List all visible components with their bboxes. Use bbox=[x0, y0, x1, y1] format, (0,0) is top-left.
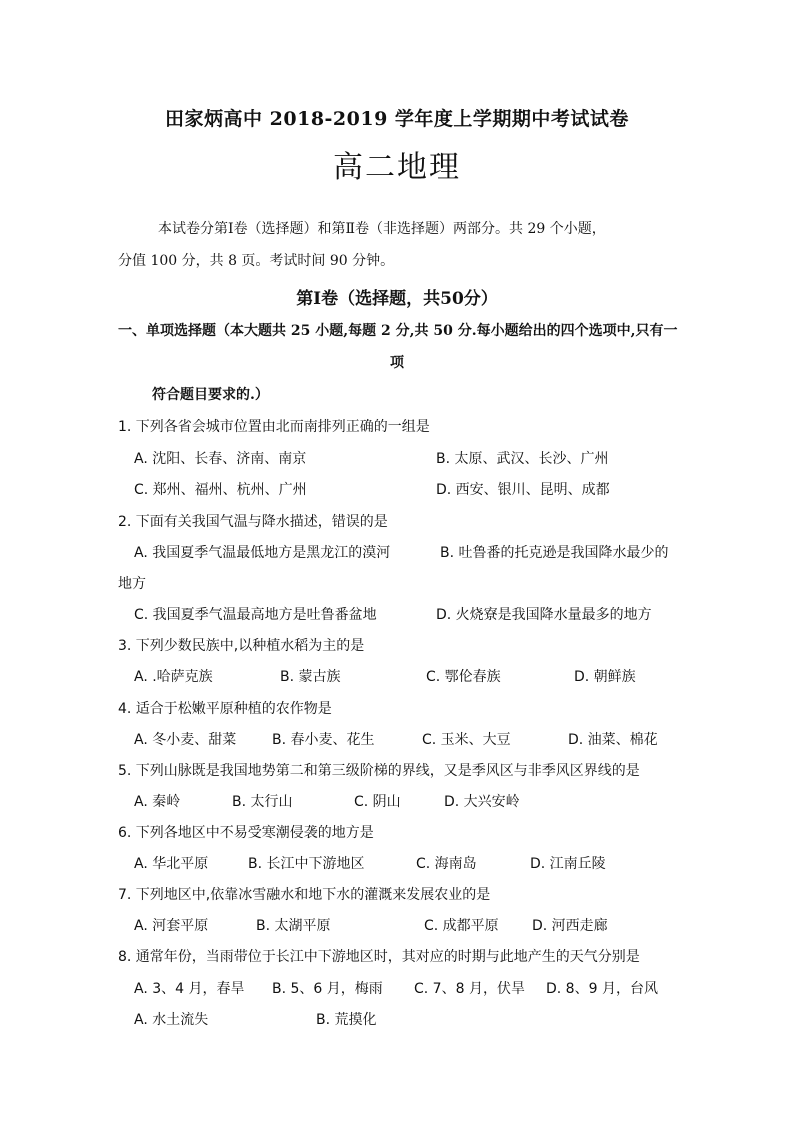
question-7-stem: 7. 下列地区中,依靠冰雪融水和地下水的灌溉来发展农业的是 bbox=[118, 887, 491, 903]
question-1-option-d: D. 西安、银川、昆明、成都 bbox=[436, 482, 610, 498]
question-3-option-c: C. 鄂伦春族 bbox=[426, 669, 501, 685]
question-7-option-c: C. 成都平原 bbox=[424, 918, 499, 934]
question-2-option-d: D. 火烧寮是我国降水量最多的地方 bbox=[436, 607, 652, 623]
question-8-option-c: C. 7、8 月，伏旱 bbox=[414, 981, 525, 997]
intro-line-2: 分值 100 分，共 8 页。考试时间 90 分钟。 bbox=[118, 253, 395, 269]
part-instructions-line-1: 一、单项选择题（本大题共 25 小题,每题 2 分,共 50 分.每小题给出的四个选项中,只有一 bbox=[118, 323, 678, 339]
question-8-option-a: A. 3、4 月，春旱 bbox=[134, 981, 245, 997]
question-2-stem: 2. 下面有关我国气温与降水描述，错误的是 bbox=[118, 514, 388, 530]
question-5-stem: 5. 下列山脉既是我国地势第二和第三级阶梯的界线，又是季风区与非季风区界线的是 bbox=[118, 763, 640, 779]
question-5-option-b: B. 太行山 bbox=[232, 794, 293, 810]
question-7-option-b: B. 太湖平原 bbox=[256, 918, 331, 934]
answer-option-a: A. 水土流失 bbox=[134, 1012, 209, 1028]
part-instructions-line-3: 符合题目要求的.） bbox=[152, 387, 269, 403]
question-8-option-d: D. 8、9 月，台风 bbox=[546, 981, 658, 997]
part-instructions-line-2: 项 bbox=[390, 355, 404, 371]
exam-title: 田家炳高中 2018-2019 学年度上学期期中考试试卷 bbox=[165, 108, 629, 130]
question-5-option-c: C. 阴山 bbox=[354, 794, 401, 810]
section-title: 第Ⅰ卷（选择题，共50分） bbox=[296, 289, 498, 309]
question-1-option-c: C. 郑州、福州、杭州、广州 bbox=[134, 482, 307, 498]
question-2-option-b-continued: 地方 bbox=[118, 576, 146, 592]
question-5-option-a: A. 秦岭 bbox=[134, 794, 181, 810]
question-1-option-a: A. 沈阳、长春、济南、南京 bbox=[134, 451, 307, 467]
question-3-option-a: A. .哈萨克族 bbox=[134, 669, 213, 685]
question-6-option-a: A. 华北平原 bbox=[134, 856, 209, 872]
question-1-option-b: B. 太原、武汉、长沙、广州 bbox=[436, 451, 609, 467]
question-7-option-a: A. 河套平原 bbox=[134, 918, 209, 934]
subject-title: 高二地理 bbox=[333, 150, 461, 185]
question-7-option-d: D. 河西走廊 bbox=[532, 918, 608, 934]
question-6-option-c: C. 海南岛 bbox=[416, 856, 477, 872]
question-2-option-c: C. 我国夏季气温最高地方是吐鲁番盆地 bbox=[134, 607, 377, 623]
answer-option-b: B. 荒摸化 bbox=[316, 1012, 377, 1028]
question-2-option-a: A. 我国夏季气温最低地方是黑龙江的漠河 bbox=[134, 545, 391, 561]
question-6-stem: 6. 下列各地区中不易受寒潮侵袭的地方是 bbox=[118, 825, 374, 841]
question-3-option-d: D. 朝鲜族 bbox=[574, 669, 636, 685]
question-4-option-c: C. 玉米、大豆 bbox=[422, 732, 511, 748]
question-6-option-b: B. 长江中下游地区 bbox=[248, 856, 365, 872]
question-3-option-b: B. 蒙古族 bbox=[280, 669, 341, 685]
question-4-option-d: D. 油菜、棉花 bbox=[568, 732, 658, 748]
question-8-option-b: B. 5、6 月，梅雨 bbox=[272, 981, 383, 997]
question-2-option-b: B. 吐鲁番的托克逊是我国降水最少的 bbox=[440, 545, 669, 561]
intro-line-1: 本试卷分第Ⅰ卷（选择题）和第Ⅱ卷（非选择题）两部分。共 29 个小题， bbox=[158, 221, 606, 237]
question-4-option-b: B. 春小麦、花生 bbox=[272, 732, 375, 748]
question-3-stem: 3. 下列少数民族中,以种植水稻为主的是 bbox=[118, 638, 365, 654]
question-6-option-d: D. 江南丘陵 bbox=[530, 856, 606, 872]
question-8-stem: 8. 通常年份，当雨带位于长江中下游地区时，其对应的时期与此地产生的天气分别是 bbox=[118, 949, 640, 965]
question-5-option-d: D. 大兴安岭 bbox=[444, 794, 520, 810]
question-4-option-a: A. 冬小麦、甜菜 bbox=[134, 732, 237, 748]
question-1-stem: 1. 下列各省会城市位置由北而南排列正确的一组是 bbox=[118, 419, 430, 435]
question-4-stem: 4. 适合于松嫩平原种植的农作物是 bbox=[118, 701, 332, 717]
